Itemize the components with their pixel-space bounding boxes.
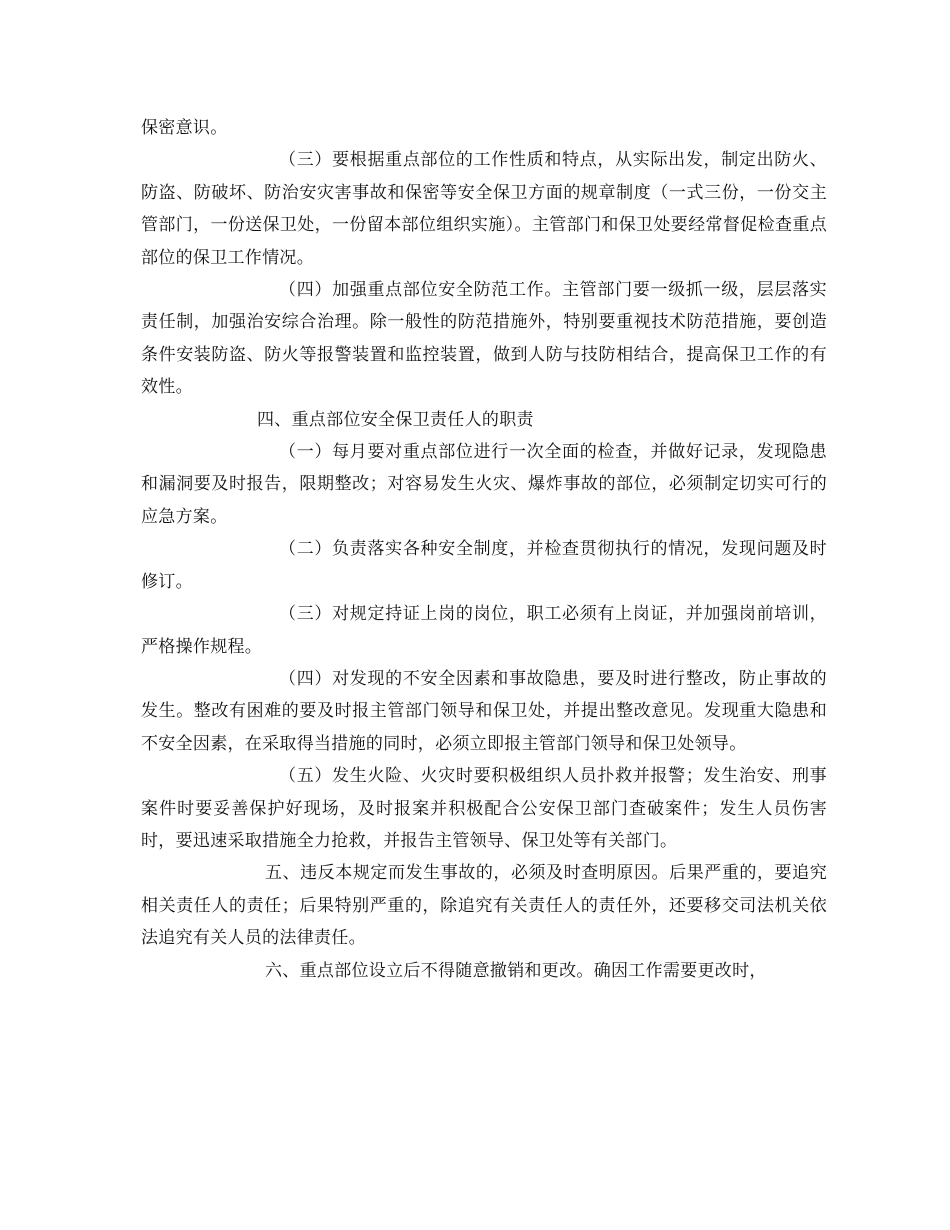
paragraph-duty-2-systems: （二）负责落实各种安全制度，并检查贯彻执行的情况，发现问题及时修订。	[141, 539, 827, 592]
paragraph-item-4-prevention: （四）加强重点部位安全防范工作。主管部门要一级抓一级，层层落实责任制，加强治安综合治理。除一般性的防范措施外，特别要重视技术防范措施，要创造条件安装防盗、防火等报警装置和监控装置，做到人防与技防相结合，提高保卫工作的有效性。	[141, 280, 827, 398]
section-5-violations: 五、违反本规定而发生事故的，必须及时查明原因。后果严重的，要追究相关责任人的责任；后果特别严重的，除追究有关责任人的责任外，还要移交司法机关依法追究有关人员的法律责任。	[141, 863, 827, 949]
paragraph-duty-3-certification: （三）对规定持证上岗的岗位，职工必须有上岗证，并加强岗前培训，严格操作规程。	[141, 604, 827, 657]
section-heading-4-duties: 四、重点部位安全保卫责任人的职责	[257, 409, 534, 430]
paragraph-duty-1-inspection: （一）每月要对重点部位进行一次全面的检查，并做好记录，发现隐患和漏洞要及时报告，限期整改；对容易发生火灾、爆炸事故的部位，必须制定切实可行的应急方案。	[141, 442, 827, 527]
paragraph-continuation: 保密意识。	[141, 118, 228, 138]
paragraph-duty-5-emergencies: （五）发生火险、火灾时要积极组织人员扑救并报警；发生治安、刑事案件时要妥善保护好现场，及时报案并积极配合公安保卫部门查破案件；发生人员伤害时，要迅速采取措施全力抢救，并报告主管领导、保卫处等有关部门。	[141, 766, 827, 851]
section-6-changes: 六、重点部位设立后不得随意撤销和更改。确因工作需要更改时，	[265, 960, 767, 981]
paragraph-item-3-regulations: （三）要根据重点部位的工作性质和特点，从实际出发，制定出防火、防盗、防破坏、防治安灾害事故和保密等安全保卫方面的规章制度（一式三份，一份交主管部门，一份送保卫处，一份留本部位组织实施）。主管部门和保卫处要经常督促检查重点部位的保卫工作情况。	[141, 150, 827, 268]
document-body	[141, 112, 827, 987]
paragraph-duty-4-hazards: （四）对发现的不安全因素和事故隐患，要及时进行整改，防止事故的发生。整改有困难的要及时报主管部门领导和保卫处，并提出整改意见。发现重大隐患和不安全因素，在采取得当措施的同时，必须立即报主管部门领导和保卫处领导。	[141, 668, 827, 754]
